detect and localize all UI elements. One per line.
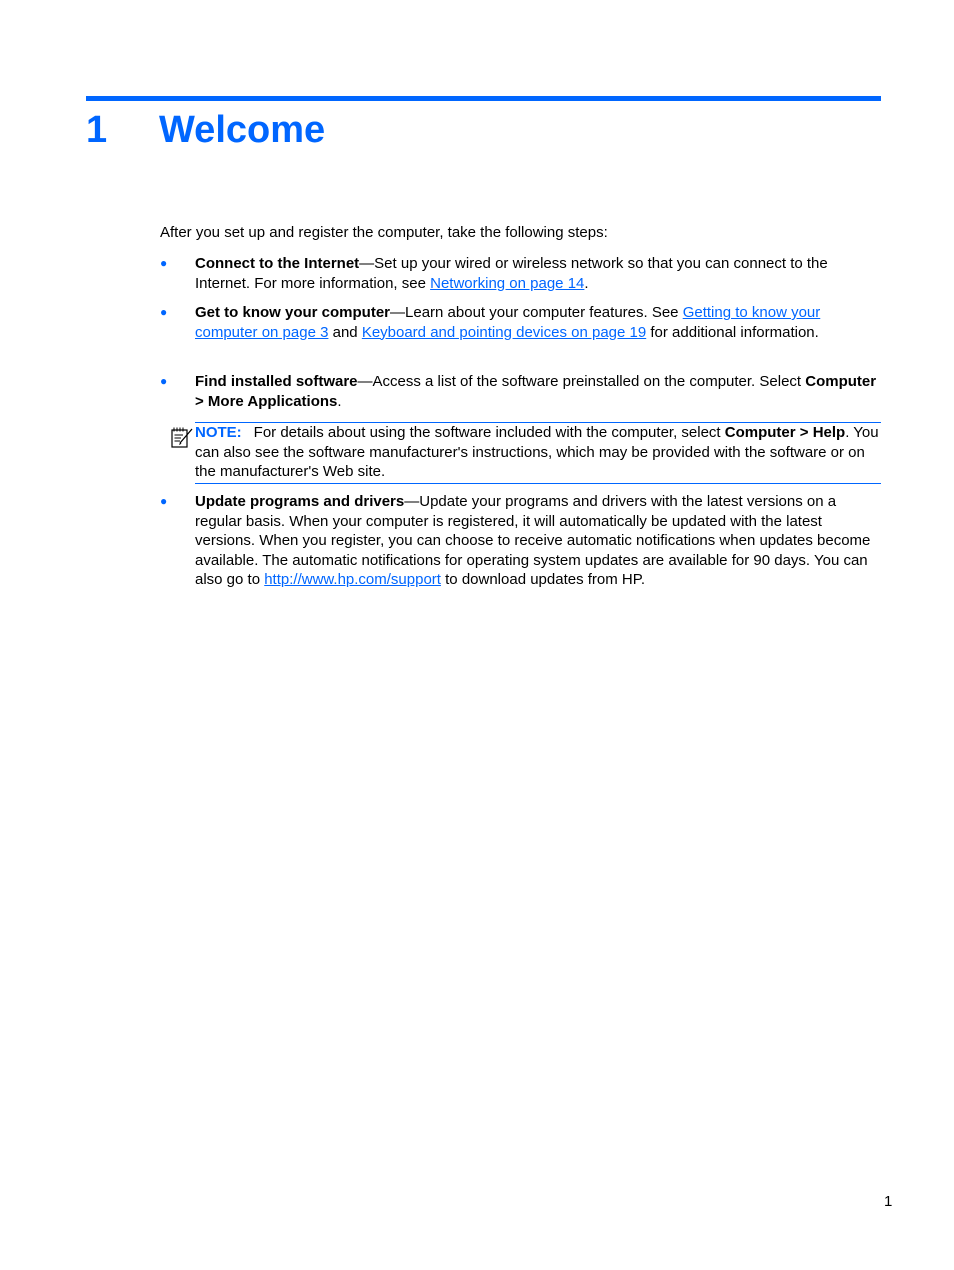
hp-support-link[interactable]: http://www.hp.com/support [264,571,441,588]
bullet-heading: Find installed software [195,373,358,390]
bullet-body: —Update your programs and drivers with the latest versions on a regular basis. When your computer is registered, it will automatically be updated with the latest versions. When you register, you can choose to receive automatic notifications when updates become available. The automatic notifications for operating system updates are available for 90 days. You can also go to [195,493,871,588]
list-item [160,492,881,590]
bullet-body-mid: and [328,323,362,341]
note-text-end: . You can also see the software manufacturer's instructions, which may be provided with the software or on the manufacturer's Web site. [195,424,879,480]
bullet-icon: ● [160,305,168,319]
note-text: For details about using the software included with the computer, select [253,424,725,441]
bullet-heading: Connect to the Internet [195,255,360,272]
bullet-icon: ● [160,494,168,508]
note-pad-icon [170,425,194,449]
getting-to-know-link[interactable]: Getting to know your computer on page 3 [195,304,821,341]
chapter-number: 1 [86,109,108,151]
chapter-rule [86,96,881,101]
intro-paragraph: After you set up and register the computer, take the following steps: [160,224,608,241]
bullet-body-end: . [337,392,342,410]
bullet-text [195,492,881,590]
bullet-text [195,303,881,342]
bullet-heading: Update programs and drivers [195,493,405,510]
note-menu-path: Computer > Help [724,424,846,441]
bullet-text [195,254,881,293]
networking-link[interactable]: Networking on page 14 [430,274,585,292]
bullet-body-end: to download updates from HP. [440,571,645,588]
page-number: 1 [884,1193,893,1210]
menu-path: Computer > More Applications [195,373,877,410]
bullet-text [195,372,881,411]
note-label: NOTE: [195,424,242,441]
bullet-body: —Learn about your computer features. See [390,304,683,321]
list-item [160,254,881,293]
keyboard-pointing-link[interactable]: Keyboard and pointing devices on page 19 [361,323,647,341]
bullet-body-end: for additional information. [646,323,819,341]
bullet-body-end: . [584,274,589,292]
bullet-body: —Set up your wired or wireless network so that you can connect to the Internet. For more information, see [195,255,828,292]
bullet-icon: ● [160,374,168,388]
bullet-icon: ● [160,256,168,270]
bullet-body: —Access a list of the software preinstalled on the computer. Select [357,373,806,390]
note-box [195,422,881,484]
list-item [160,303,881,342]
bullet-heading: Get to know your computer [195,304,391,321]
chapter-title: Welcome [159,109,326,151]
list-item [160,372,881,411]
